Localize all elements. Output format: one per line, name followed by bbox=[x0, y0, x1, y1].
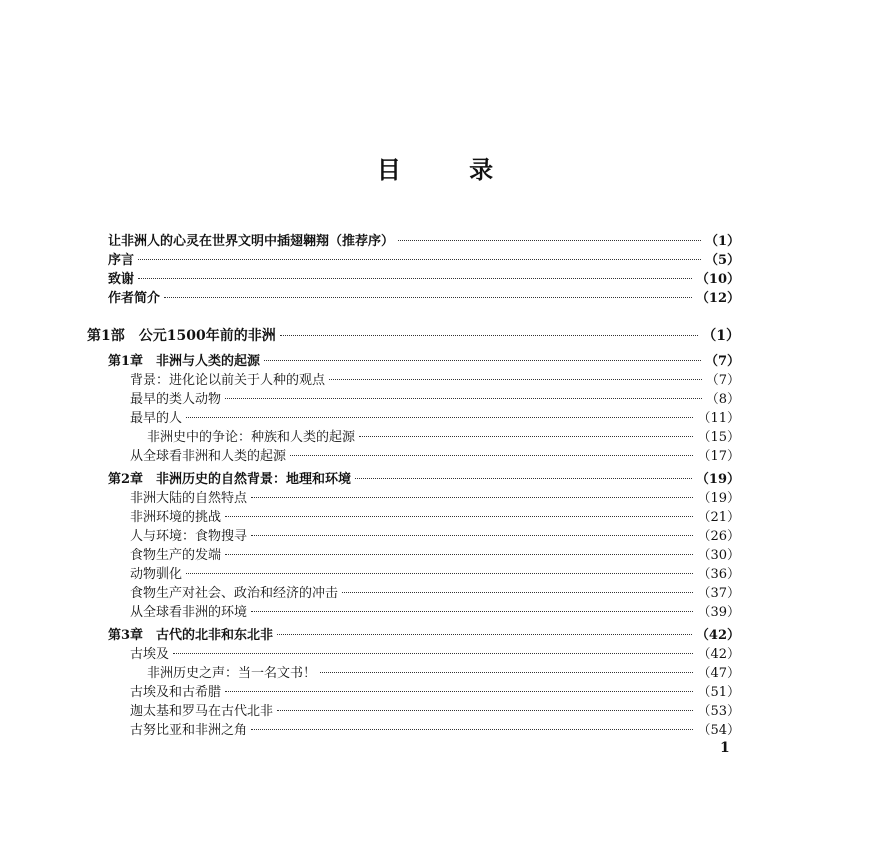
toc-section[interactable] bbox=[130, 409, 740, 428]
toc-leader bbox=[225, 516, 693, 517]
toc-leader bbox=[251, 535, 693, 536]
toc-entry-text: 从全球看非洲和人类的起源 bbox=[130, 449, 287, 464]
toc-leader bbox=[277, 710, 693, 711]
toc-leader bbox=[251, 729, 693, 730]
toc-leader bbox=[186, 417, 693, 418]
toc-entry-text: 作者简介 bbox=[108, 291, 161, 306]
toc-entry-text: 动物驯化 bbox=[130, 567, 183, 582]
toc-leader bbox=[355, 478, 692, 479]
toc-entry-text: 人与环境：食物搜寻 bbox=[130, 529, 248, 544]
toc-subsection[interactable] bbox=[147, 428, 740, 447]
toc-entry-page: （10） bbox=[695, 272, 740, 287]
toc-leader bbox=[280, 335, 699, 336]
toc-entry-text: 非洲环境的挑战 bbox=[130, 510, 222, 525]
page-title: 目 录 bbox=[376, 155, 524, 184]
toc-entry-page: （36） bbox=[697, 567, 740, 582]
toc-subsection[interactable] bbox=[147, 664, 740, 683]
toc-entry-page: （54） bbox=[697, 723, 740, 738]
toc-chapter-1[interactable] bbox=[108, 352, 740, 371]
toc-leader bbox=[342, 592, 693, 593]
toc-leader bbox=[251, 611, 693, 612]
toc-leader bbox=[186, 573, 693, 574]
toc-entry-page: （37） bbox=[697, 586, 740, 601]
toc-entry-page: （42） bbox=[697, 647, 740, 662]
toc-leader bbox=[320, 672, 693, 673]
toc-section[interactable] bbox=[130, 546, 740, 565]
toc-section[interactable] bbox=[130, 721, 740, 740]
toc-leader bbox=[251, 497, 693, 498]
toc-section[interactable] bbox=[130, 390, 740, 409]
toc-entry-text: 让非洲人的心灵在世界文明中插翅翱翔（推荐序） bbox=[108, 234, 395, 249]
toc-entry-text: 最早的类人动物 bbox=[130, 392, 222, 407]
toc-entry-page: （5） bbox=[704, 253, 740, 268]
toc-entry-page: （26） bbox=[697, 529, 740, 544]
toc-chapter-2[interactable] bbox=[108, 470, 740, 489]
toc-entry-page: （30） bbox=[697, 548, 740, 563]
toc-leader bbox=[225, 554, 693, 555]
toc-leader bbox=[225, 398, 702, 399]
toc-entry-text: 第1章 非洲与人类的起源 bbox=[108, 354, 261, 369]
toc-entry-acknowledgements[interactable] bbox=[108, 270, 740, 289]
page-number: 1 bbox=[720, 740, 730, 756]
toc-entry-text: 序言 bbox=[108, 253, 135, 268]
toc-entry-page: （53） bbox=[697, 704, 740, 719]
toc-section[interactable] bbox=[130, 489, 740, 508]
toc-entry-page: （51） bbox=[697, 685, 740, 700]
toc-entry-page: （7） bbox=[704, 354, 740, 369]
toc-section[interactable] bbox=[130, 702, 740, 721]
toc-section[interactable] bbox=[130, 683, 740, 702]
toc-section[interactable] bbox=[130, 447, 740, 466]
toc-entry-page: （12） bbox=[695, 291, 740, 306]
toc-entry-page: （39） bbox=[697, 605, 740, 620]
toc-entry-text: 第3章 古代的北非和东北非 bbox=[108, 628, 274, 643]
toc-leader bbox=[264, 360, 701, 361]
toc-leader bbox=[329, 379, 702, 380]
toc-entry-page: （11） bbox=[697, 411, 740, 426]
toc-entry-page: （19） bbox=[695, 472, 740, 487]
toc-entry-text: 食物生产对社会、政治和经济的冲击 bbox=[130, 586, 339, 601]
toc-entry-preface-recommendation[interactable] bbox=[108, 232, 740, 251]
toc-leader bbox=[164, 297, 692, 298]
toc-entry-text: 第1部 公元1500年前的非洲 bbox=[87, 328, 276, 344]
toc-entry-text: 古埃及 bbox=[130, 647, 170, 662]
toc-leader bbox=[277, 634, 692, 635]
toc-entry-page: （47） bbox=[697, 666, 740, 681]
toc-entry-about-authors[interactable] bbox=[108, 289, 740, 308]
toc-section[interactable] bbox=[130, 565, 740, 584]
toc-entry-text: 古努比亚和非洲之角 bbox=[130, 723, 248, 738]
toc-section[interactable] bbox=[130, 527, 740, 546]
toc-leader bbox=[225, 691, 693, 692]
toc-part-1[interactable] bbox=[87, 327, 740, 346]
toc-entry-page: （19） bbox=[697, 491, 740, 506]
toc-leader bbox=[290, 455, 693, 456]
toc-entry-text: 致谢 bbox=[108, 272, 135, 287]
toc-entry-page: （7） bbox=[705, 373, 740, 388]
toc-section[interactable] bbox=[130, 645, 740, 664]
toc-entry-page: （1） bbox=[704, 234, 740, 249]
toc-entry-text: 迦太基和罗马在古代北非 bbox=[130, 704, 274, 719]
toc-leader bbox=[359, 436, 693, 437]
toc-entry-text: 古埃及和古希腊 bbox=[130, 685, 222, 700]
toc-entry-text: 非洲大陆的自然特点 bbox=[130, 491, 248, 506]
toc-entry-text: 最早的人 bbox=[130, 411, 183, 426]
toc-entry-text: 非洲史中的争论：种族和人类的起源 bbox=[147, 430, 356, 445]
toc-entry-page: （17） bbox=[697, 449, 740, 464]
toc-entry-page: （8） bbox=[705, 392, 740, 407]
toc-entry-page: （42） bbox=[695, 628, 740, 643]
toc-entry-text: 非洲历史之声：当一名文书！ bbox=[147, 666, 317, 681]
toc-section[interactable] bbox=[130, 603, 740, 622]
toc-entry-page: （15） bbox=[697, 430, 740, 445]
toc-entry-page: （21） bbox=[697, 510, 740, 525]
toc-entry-page: （1） bbox=[702, 328, 740, 344]
toc-section[interactable] bbox=[130, 508, 740, 527]
toc-leader bbox=[398, 240, 701, 241]
toc-section[interactable] bbox=[130, 584, 740, 603]
toc-leader bbox=[138, 278, 692, 279]
toc-chapter-3[interactable] bbox=[108, 626, 740, 645]
toc-entry-text: 食物生产的发端 bbox=[130, 548, 222, 563]
toc-entry-text: 背景：进化论以前关于人种的观点 bbox=[130, 373, 326, 388]
toc-entry-text: 从全球看非洲的环境 bbox=[130, 605, 248, 620]
toc-entry-preface[interactable] bbox=[108, 251, 740, 270]
toc-entry-text: 第2章 非洲历史的自然背景：地理和环境 bbox=[108, 472, 352, 487]
toc-section[interactable] bbox=[130, 371, 740, 390]
toc-leader bbox=[173, 653, 693, 654]
toc-leader bbox=[138, 259, 701, 260]
